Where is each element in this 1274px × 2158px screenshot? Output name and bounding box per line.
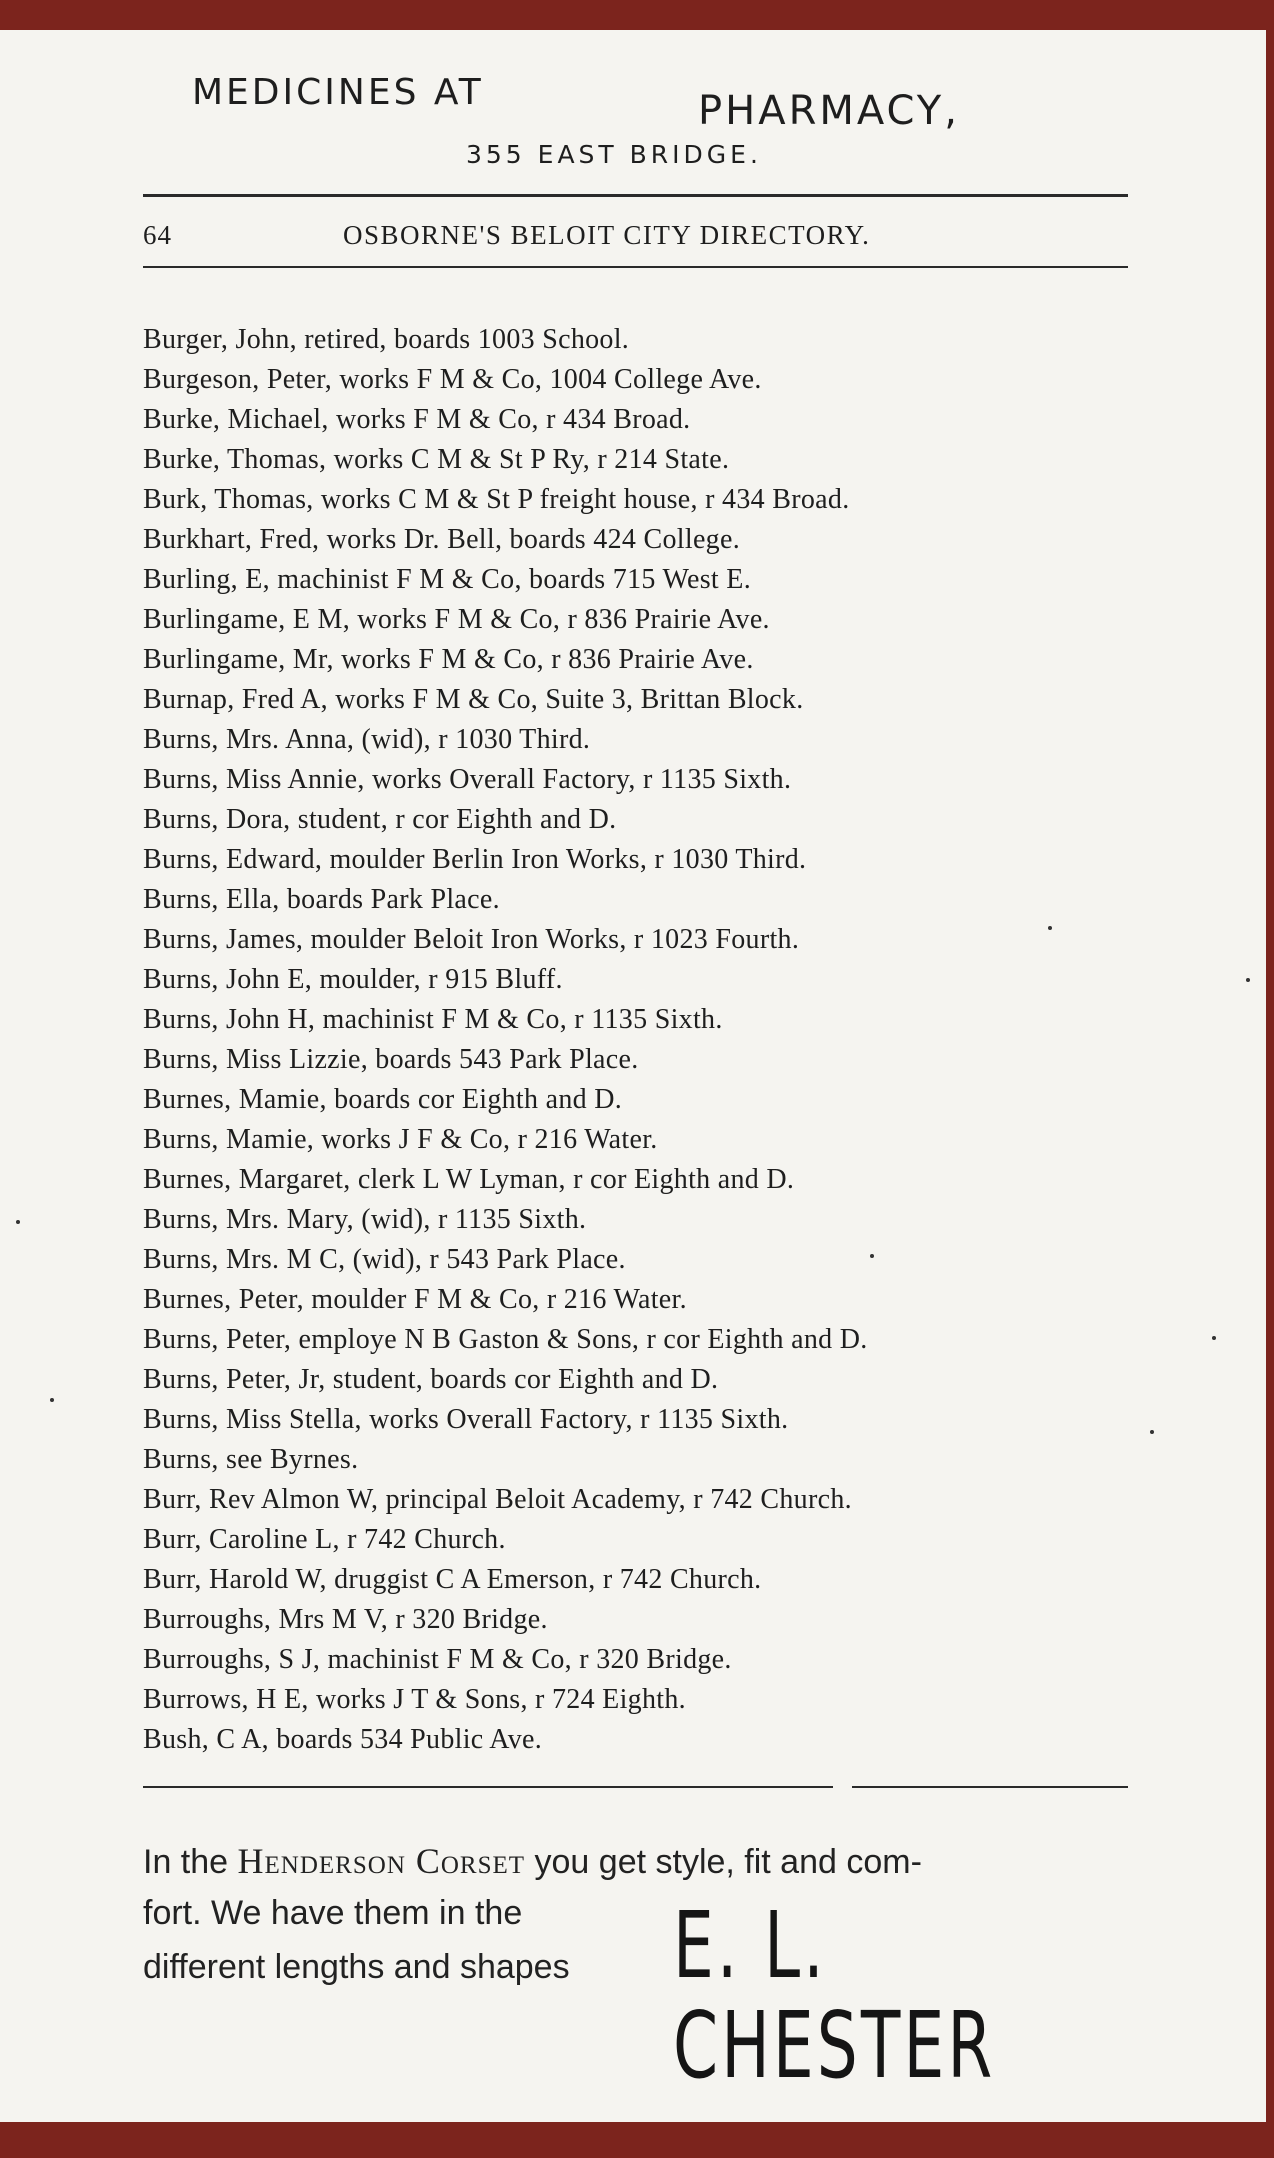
directory-entry: Burnes, Margaret, clerk L W Lyman, r cor Eighth and D. xyxy=(143,1164,795,1195)
scan-frame-bottom xyxy=(0,2122,1274,2158)
directory-entry: Burnes, Peter, moulder F M & Co, r 216 Water. xyxy=(143,1284,687,1315)
directory-entry: Burns, Miss Lizzie, boards 543 Park Place. xyxy=(143,1044,639,1075)
directory-entry: Burns, John E, moulder, r 915 Bluff. xyxy=(143,964,563,995)
corset-advertisement xyxy=(143,1830,1153,2099)
directory-entry: Burns, Edward, moulder Berlin Iron Works, r 1030 Third. xyxy=(143,844,807,875)
directory-entry: Burling, E, machinist F M & Co, boards 715 West E. xyxy=(143,564,751,595)
print-speck xyxy=(1212,1336,1216,1340)
ad-product-name: Henderson Corset xyxy=(237,1841,526,1881)
directory-entry: Burlingame, Mr, works F M & Co, r 836 Prairie Ave. xyxy=(143,644,754,675)
ad-rule-right xyxy=(852,1786,1128,1788)
directory-entry: Burnap, Fred A, works F M & Co, Suite 3, Brittan Block. xyxy=(143,684,804,715)
directory-entry: Burkhart, Fred, works Dr. Bell, boards 424 College. xyxy=(143,524,740,555)
directory-entry: Burns, Dora, student, r cor Eighth and D. xyxy=(143,804,617,835)
directory-entry: Burr, Caroline L, r 742 Church. xyxy=(143,1524,506,1555)
directory-entries xyxy=(143,320,868,1760)
directory-entry: Burns, John H, machinist F M & Co, r 1135 Sixth. xyxy=(143,1004,723,1035)
print-speck xyxy=(16,1220,20,1224)
directory-entry: Bush, C A, boards 534 Public Ave. xyxy=(143,1724,543,1755)
directory-entry: Burroughs, S J, machinist F M & Co, r 320 Bridge. xyxy=(143,1644,732,1675)
ad-line-1-post: you get style, fit and com- xyxy=(534,1843,922,1881)
banner-rule xyxy=(143,194,1128,197)
directory-entry: Burns, Mamie, works J F & Co, r 216 Water. xyxy=(143,1124,658,1155)
print-speck xyxy=(1048,926,1052,930)
directory-entry: Burns, Mrs. Anna, (wid), r 1030 Third. xyxy=(143,724,591,755)
directory-entry: Burns, Peter, employe N B Gaston & Sons, r cor Eighth and D. xyxy=(143,1324,868,1355)
banner-left-text: MEDICINES AT xyxy=(192,72,484,113)
directory-entry: Burk, Thomas, works C M & St P freight house, r 434 Broad. xyxy=(143,484,850,515)
directory-entry: Burns, see Byrnes. xyxy=(143,1444,359,1475)
directory-entry: Burns, James, moulder Beloit Iron Works, r 1023 Fourth. xyxy=(143,924,800,955)
scan-frame-right xyxy=(1266,30,1274,2122)
directory-entry: Burns, Miss Annie, works Overall Factory, r 1135 Sixth. xyxy=(143,764,792,795)
print-speck xyxy=(870,1254,874,1258)
directory-entry: Burns, Peter, Jr, student, boards cor Eighth and D. xyxy=(143,1364,719,1395)
page-number: 64 xyxy=(143,220,172,250)
ad-line-1 xyxy=(143,1840,922,1882)
directory-entry: Burroughs, Mrs M V, r 320 Bridge. xyxy=(143,1604,548,1635)
directory-page xyxy=(0,30,1266,2122)
running-head: OSBORNE'S BELOIT CITY DIRECTORY. xyxy=(343,220,871,250)
ad-rule-left xyxy=(143,1786,833,1788)
banner-right-text: PHARMACY, xyxy=(698,88,960,134)
directory-entry: Burger, John, retired, boards 1003 School. xyxy=(143,324,630,355)
directory-entry: Burnes, Mamie, boards cor Eighth and D. xyxy=(143,1084,623,1115)
ad-brand-name: E. L. CHESTER xyxy=(673,1892,996,2099)
directory-entry: Burns, Mrs. M C, (wid), r 543 Park Place. xyxy=(143,1244,626,1275)
directory-entry: Burns, Mrs. Mary, (wid), r 1135 Sixth. xyxy=(143,1204,587,1235)
banner-address: 355 EAST BRIDGE. xyxy=(466,140,762,169)
print-speck xyxy=(1150,1430,1154,1434)
directory-entry: Burke, Thomas, works C M & St P Ry, r 214 State. xyxy=(143,444,730,475)
directory-entry: Burgeson, Peter, works F M & Co, 1004 College Ave. xyxy=(143,364,762,395)
directory-entry: Burns, Miss Stella, works Overall Factory, r 1135 Sixth. xyxy=(143,1404,789,1435)
directory-entry: Burns, Ella, boards Park Place. xyxy=(143,884,500,915)
print-speck xyxy=(50,1398,54,1402)
print-speck xyxy=(1246,978,1250,982)
directory-entry: Burke, Michael, works F M & Co, r 434 Broad. xyxy=(143,404,691,435)
ad-line-3: different lengths and shapes xyxy=(143,1948,570,1986)
directory-entry: Burr, Harold W, druggist C A Emerson, r 742 Church. xyxy=(143,1564,762,1595)
directory-entry: Burr, Rev Almon W, principal Beloit Academy, r 742 Church. xyxy=(143,1484,852,1515)
header-rule xyxy=(143,266,1128,268)
directory-entry: Burlingame, E M, works F M & Co, r 836 Prairie Ave. xyxy=(143,604,770,635)
ad-line-2: fort. We have them in the xyxy=(143,1894,523,1932)
directory-entry: Burrows, H E, works J T & Sons, r 724 Eighth. xyxy=(143,1684,686,1715)
ad-line-1-pre: In the xyxy=(143,1843,229,1881)
scan-frame-top xyxy=(0,0,1274,30)
